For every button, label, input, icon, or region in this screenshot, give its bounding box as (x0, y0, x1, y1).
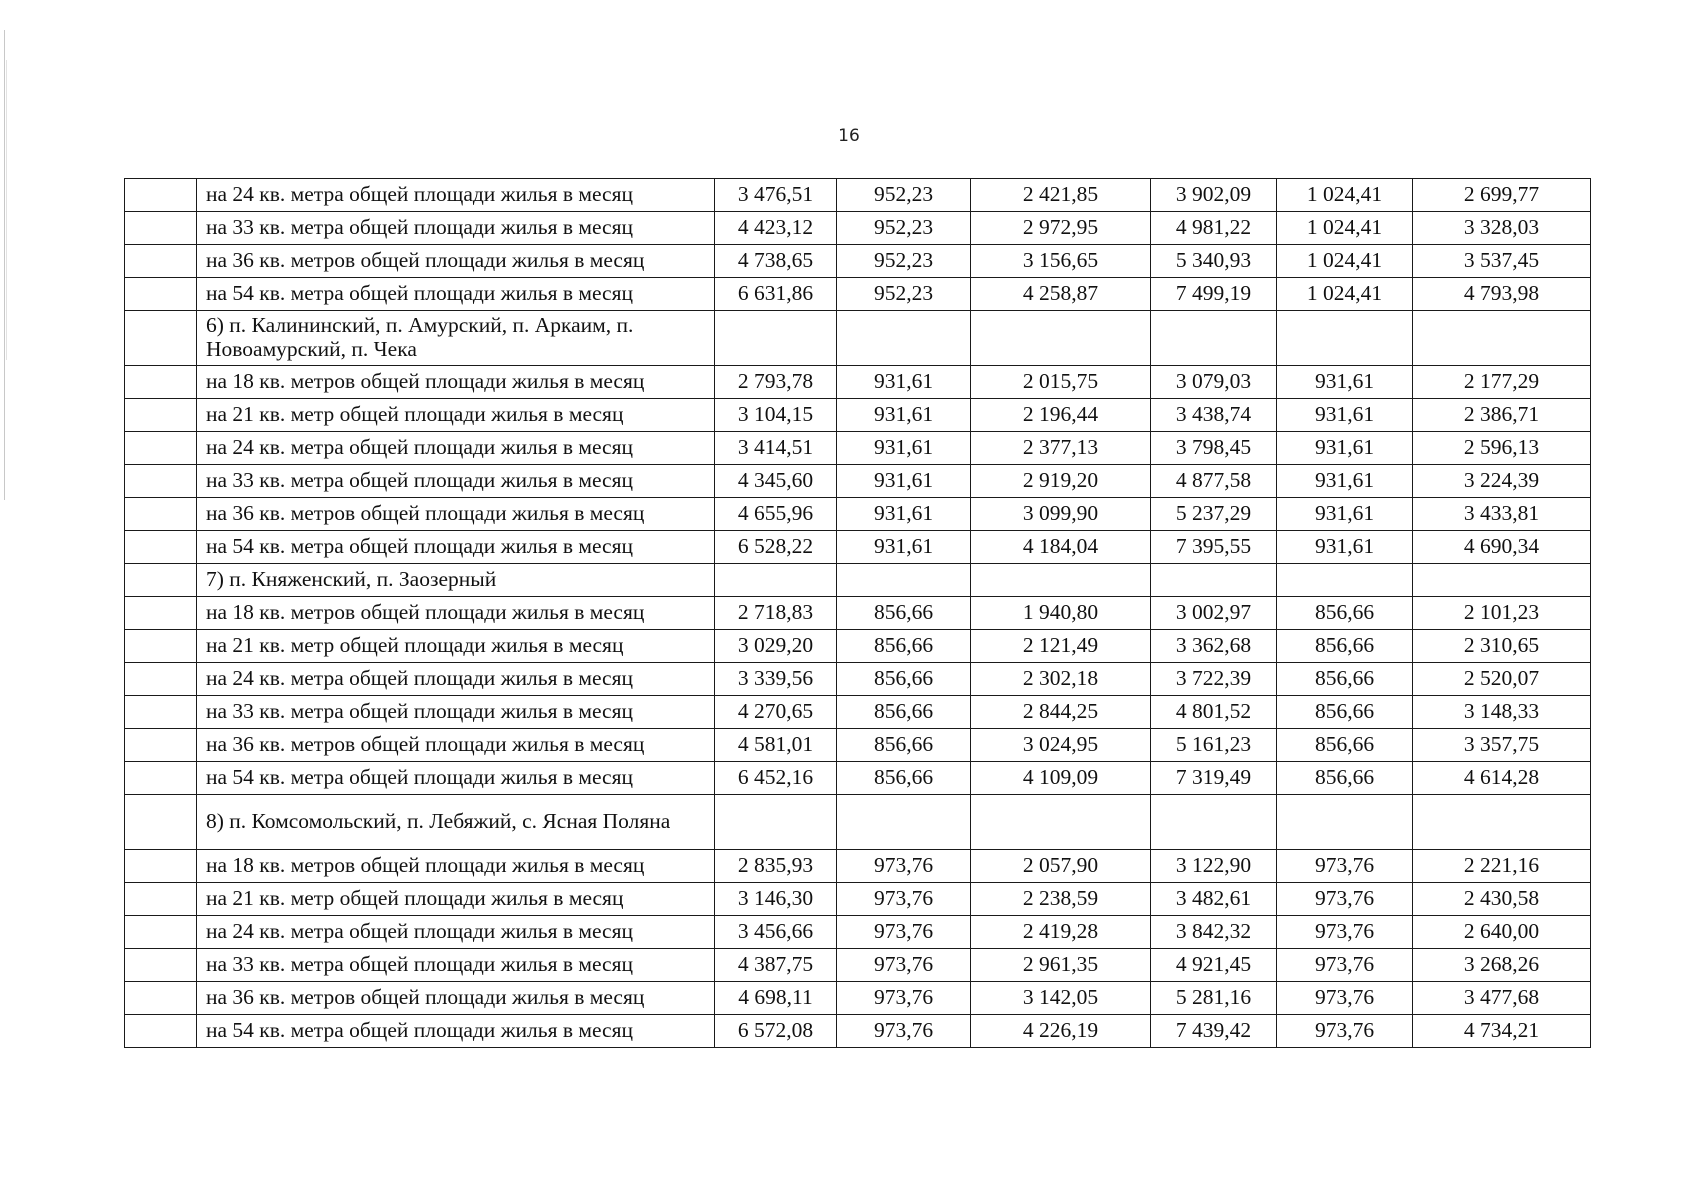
value-cell: 3 414,51 (715, 432, 837, 465)
table-row (125, 630, 1591, 663)
value-cell: 3 537,45 (1413, 245, 1591, 278)
value-cell: 2 177,29 (1413, 366, 1591, 399)
value-cell: 856,66 (1277, 630, 1413, 663)
index-cell (125, 564, 197, 597)
value-cell: 973,76 (837, 1015, 971, 1048)
value-cell: 3 142,05 (971, 982, 1151, 1015)
value-cell: 3 476,51 (715, 179, 837, 212)
table-row (125, 597, 1591, 630)
value-cell: 931,61 (837, 432, 971, 465)
empty-cell (1151, 564, 1277, 597)
value-cell: 3 146,30 (715, 883, 837, 916)
value-cell: 2 596,13 (1413, 432, 1591, 465)
value-cell: 931,61 (1277, 432, 1413, 465)
value-cell: 3 456,66 (715, 916, 837, 949)
value-cell: 856,66 (837, 696, 971, 729)
value-cell: 3 099,90 (971, 498, 1151, 531)
table-body (125, 179, 1591, 1048)
value-cell: 2 101,23 (1413, 597, 1591, 630)
value-cell: 856,66 (837, 663, 971, 696)
table-row (125, 245, 1591, 278)
value-cell: 1 024,41 (1277, 212, 1413, 245)
value-cell: 4 258,87 (971, 278, 1151, 311)
value-cell: 973,76 (1277, 949, 1413, 982)
scan-edge-line (4, 30, 5, 500)
row-label: на 21 кв. метр общей площади жилья в месяц (197, 399, 715, 432)
value-cell: 2 835,93 (715, 850, 837, 883)
value-cell: 1 024,41 (1277, 245, 1413, 278)
index-cell (125, 531, 197, 564)
value-cell: 3 902,09 (1151, 179, 1277, 212)
empty-cell (1413, 795, 1591, 850)
value-cell: 973,76 (837, 883, 971, 916)
value-cell: 5 237,29 (1151, 498, 1277, 531)
row-label: на 36 кв. метров общей площади жилья в месяц (197, 245, 715, 278)
empty-cell (837, 311, 971, 366)
value-cell: 2 238,59 (971, 883, 1151, 916)
page-number: 16 (838, 126, 860, 146)
row-label: на 36 кв. метров общей площади жилья в месяц (197, 982, 715, 1015)
value-cell: 973,76 (1277, 1015, 1413, 1048)
value-cell: 4 109,09 (971, 762, 1151, 795)
value-cell: 2 919,20 (971, 465, 1151, 498)
row-label: на 24 кв. метра общей площади жилья в месяц (197, 179, 715, 212)
row-label: на 54 кв. метра общей площади жилья в месяц (197, 762, 715, 795)
value-cell: 7 499,19 (1151, 278, 1277, 311)
value-cell: 4 184,04 (971, 531, 1151, 564)
value-cell: 2 961,35 (971, 949, 1151, 982)
value-cell: 4 877,58 (1151, 465, 1277, 498)
value-cell: 3 224,39 (1413, 465, 1591, 498)
value-cell: 7 319,49 (1151, 762, 1277, 795)
value-cell: 856,66 (1277, 762, 1413, 795)
value-cell: 4 734,21 (1413, 1015, 1591, 1048)
value-cell: 856,66 (1277, 597, 1413, 630)
index-cell (125, 212, 197, 245)
index-cell (125, 630, 197, 663)
value-cell: 3 328,03 (1413, 212, 1591, 245)
value-cell: 931,61 (1277, 465, 1413, 498)
index-cell (125, 982, 197, 1015)
value-cell: 5 340,93 (1151, 245, 1277, 278)
value-cell: 2 310,65 (1413, 630, 1591, 663)
empty-cell (971, 795, 1151, 850)
index-cell (125, 498, 197, 531)
value-cell: 3 477,68 (1413, 982, 1591, 1015)
empty-cell (1151, 795, 1277, 850)
value-cell: 952,23 (837, 212, 971, 245)
row-label: на 21 кв. метр общей площади жилья в месяц (197, 883, 715, 916)
empty-cell (1413, 311, 1591, 366)
value-cell: 3 104,15 (715, 399, 837, 432)
value-cell: 3 148,33 (1413, 696, 1591, 729)
value-cell: 2 121,49 (971, 630, 1151, 663)
index-cell (125, 795, 197, 850)
value-cell: 4 226,19 (971, 1015, 1151, 1048)
table-row (125, 663, 1591, 696)
value-cell: 931,61 (1277, 531, 1413, 564)
value-cell: 3 798,45 (1151, 432, 1277, 465)
index-cell (125, 597, 197, 630)
index-cell (125, 311, 197, 366)
index-cell (125, 278, 197, 311)
table-row (125, 531, 1591, 564)
value-cell: 6 631,86 (715, 278, 837, 311)
index-cell (125, 399, 197, 432)
value-cell: 952,23 (837, 245, 971, 278)
index-cell (125, 850, 197, 883)
value-cell: 4 698,11 (715, 982, 837, 1015)
value-cell: 856,66 (837, 630, 971, 663)
value-cell: 6 572,08 (715, 1015, 837, 1048)
value-cell: 973,76 (1277, 916, 1413, 949)
value-cell: 931,61 (837, 498, 971, 531)
row-label: на 24 кв. метра общей площади жилья в месяц (197, 916, 715, 949)
empty-cell (971, 311, 1151, 366)
index-cell (125, 1015, 197, 1048)
row-label: на 54 кв. метра общей площади жилья в месяц (197, 278, 715, 311)
value-cell: 931,61 (1277, 399, 1413, 432)
value-cell: 973,76 (837, 949, 971, 982)
row-label: на 33 кв. метра общей площади жилья в месяц (197, 465, 715, 498)
value-cell: 4 614,28 (1413, 762, 1591, 795)
value-cell: 3 722,39 (1151, 663, 1277, 696)
empty-cell (1277, 564, 1413, 597)
value-cell: 931,61 (837, 366, 971, 399)
empty-cell (715, 311, 837, 366)
row-label: на 18 кв. метров общей площади жилья в месяц (197, 597, 715, 630)
index-cell (125, 366, 197, 399)
table-row (125, 498, 1591, 531)
row-label: на 18 кв. метров общей площади жилья в месяц (197, 366, 715, 399)
value-cell: 2 377,13 (971, 432, 1151, 465)
group-heading: 6) п. Калининский, п. Амурский, п. Аркаим, п. Новоамурский, п. Чека (197, 311, 715, 366)
table-row (125, 949, 1591, 982)
value-cell: 4 345,60 (715, 465, 837, 498)
index-cell (125, 432, 197, 465)
value-cell: 4 270,65 (715, 696, 837, 729)
empty-cell (715, 564, 837, 597)
value-cell: 4 387,75 (715, 949, 837, 982)
value-cell: 3 079,03 (1151, 366, 1277, 399)
value-cell: 2 972,95 (971, 212, 1151, 245)
value-cell: 2 718,83 (715, 597, 837, 630)
table-group-row (125, 564, 1591, 597)
table-row (125, 1015, 1591, 1048)
index-cell (125, 245, 197, 278)
value-cell: 4 655,96 (715, 498, 837, 531)
value-cell: 3 433,81 (1413, 498, 1591, 531)
table-group-row (125, 311, 1591, 366)
value-cell: 2 015,75 (971, 366, 1151, 399)
value-cell: 4 981,22 (1151, 212, 1277, 245)
value-cell: 7 439,42 (1151, 1015, 1277, 1048)
value-cell: 2 793,78 (715, 366, 837, 399)
row-label: на 24 кв. метра общей площади жилья в месяц (197, 432, 715, 465)
index-cell (125, 465, 197, 498)
row-label: на 18 кв. метров общей площади жилья в месяц (197, 850, 715, 883)
table-row (125, 179, 1591, 212)
value-cell: 973,76 (1277, 982, 1413, 1015)
value-cell: 2 386,71 (1413, 399, 1591, 432)
row-label: на 33 кв. метра общей площади жилья в месяц (197, 949, 715, 982)
table-row (125, 916, 1591, 949)
value-cell: 3 029,20 (715, 630, 837, 663)
value-cell: 4 738,65 (715, 245, 837, 278)
index-cell (125, 949, 197, 982)
table-row (125, 399, 1591, 432)
table-row (125, 465, 1591, 498)
value-cell: 3 362,68 (1151, 630, 1277, 663)
value-cell: 952,23 (837, 179, 971, 212)
table-row (125, 883, 1591, 916)
value-cell: 6 528,22 (715, 531, 837, 564)
row-label: на 24 кв. метра общей площади жилья в месяц (197, 663, 715, 696)
empty-cell (1277, 795, 1413, 850)
empty-cell (1413, 564, 1591, 597)
value-cell: 931,61 (837, 399, 971, 432)
value-cell: 856,66 (1277, 663, 1413, 696)
empty-cell (837, 564, 971, 597)
empty-cell (715, 795, 837, 850)
index-cell (125, 663, 197, 696)
value-cell: 3 438,74 (1151, 399, 1277, 432)
index-cell (125, 883, 197, 916)
empty-cell (837, 795, 971, 850)
value-cell: 3 156,65 (971, 245, 1151, 278)
value-cell: 4 793,98 (1413, 278, 1591, 311)
row-label: на 33 кв. метра общей площади жилья в месяц (197, 696, 715, 729)
value-cell: 5 161,23 (1151, 729, 1277, 762)
scan-edge-line-faint (6, 60, 7, 360)
row-label: на 54 кв. метра общей площади жилья в месяц (197, 531, 715, 564)
index-cell (125, 729, 197, 762)
value-cell: 4 423,12 (715, 212, 837, 245)
value-cell: 973,76 (1277, 850, 1413, 883)
value-cell: 3 357,75 (1413, 729, 1591, 762)
value-cell: 3 339,56 (715, 663, 837, 696)
table-row (125, 696, 1591, 729)
value-cell: 931,61 (837, 465, 971, 498)
table-group-row (125, 795, 1591, 850)
value-cell: 5 281,16 (1151, 982, 1277, 1015)
value-cell: 6 452,16 (715, 762, 837, 795)
value-cell: 3 268,26 (1413, 949, 1591, 982)
value-cell: 2 302,18 (971, 663, 1151, 696)
value-cell: 856,66 (837, 729, 971, 762)
table-row (125, 762, 1591, 795)
index-cell (125, 762, 197, 795)
value-cell: 973,76 (837, 982, 971, 1015)
value-cell: 952,23 (837, 278, 971, 311)
row-label: на 54 кв. метра общей площади жилья в месяц (197, 1015, 715, 1048)
group-heading: 8) п. Комсомольский, п. Лебяжий, с. Ясная Поляна (197, 795, 715, 850)
value-cell: 3 482,61 (1151, 883, 1277, 916)
table-row (125, 212, 1591, 245)
value-cell: 2 196,44 (971, 399, 1151, 432)
value-cell: 2 844,25 (971, 696, 1151, 729)
value-cell: 973,76 (837, 916, 971, 949)
empty-cell (1151, 311, 1277, 366)
table-row (125, 432, 1591, 465)
index-cell (125, 916, 197, 949)
value-cell: 2 640,00 (1413, 916, 1591, 949)
value-cell: 856,66 (837, 762, 971, 795)
table-row (125, 278, 1591, 311)
value-cell: 2 221,16 (1413, 850, 1591, 883)
group-heading: 7) п. Княженский, п. Заозерный (197, 564, 715, 597)
value-cell: 2 057,90 (971, 850, 1151, 883)
empty-cell (1277, 311, 1413, 366)
row-label: на 36 кв. метров общей площади жилья в месяц (197, 729, 715, 762)
value-cell: 931,61 (1277, 366, 1413, 399)
row-label: на 21 кв. метр общей площади жилья в месяц (197, 630, 715, 663)
value-cell: 4 801,52 (1151, 696, 1277, 729)
tariff-table (124, 178, 1591, 1048)
index-cell (125, 696, 197, 729)
value-cell: 856,66 (1277, 696, 1413, 729)
value-cell: 2 430,58 (1413, 883, 1591, 916)
table-row (125, 982, 1591, 1015)
empty-cell (971, 564, 1151, 597)
value-cell: 4 581,01 (715, 729, 837, 762)
value-cell: 931,61 (1277, 498, 1413, 531)
value-cell: 7 395,55 (1151, 531, 1277, 564)
value-cell: 2 699,77 (1413, 179, 1591, 212)
value-cell: 2 419,28 (971, 916, 1151, 949)
row-label: на 33 кв. метра общей площади жилья в месяц (197, 212, 715, 245)
table-row (125, 366, 1591, 399)
value-cell: 2 421,85 (971, 179, 1151, 212)
value-cell: 973,76 (837, 850, 971, 883)
value-cell: 3 842,32 (1151, 916, 1277, 949)
value-cell: 1 024,41 (1277, 278, 1413, 311)
value-cell: 3 024,95 (971, 729, 1151, 762)
value-cell: 856,66 (1277, 729, 1413, 762)
value-cell: 2 520,07 (1413, 663, 1591, 696)
value-cell: 3 122,90 (1151, 850, 1277, 883)
row-label: на 36 кв. метров общей площади жилья в месяц (197, 498, 715, 531)
value-cell: 856,66 (837, 597, 971, 630)
value-cell: 1 940,80 (971, 597, 1151, 630)
value-cell: 4 690,34 (1413, 531, 1591, 564)
value-cell: 4 921,45 (1151, 949, 1277, 982)
value-cell: 931,61 (837, 531, 971, 564)
value-cell: 3 002,97 (1151, 597, 1277, 630)
value-cell: 973,76 (1277, 883, 1413, 916)
index-cell (125, 179, 197, 212)
table-row (125, 729, 1591, 762)
table-row (125, 850, 1591, 883)
value-cell: 1 024,41 (1277, 179, 1413, 212)
